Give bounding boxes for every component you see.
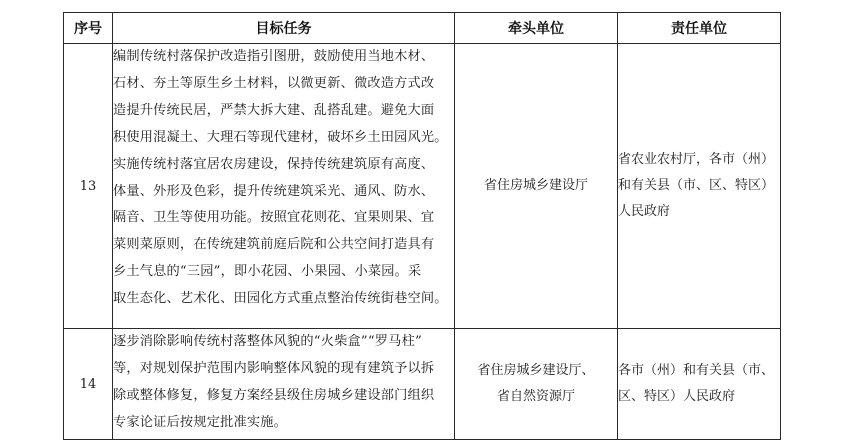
row-number: 14: [64, 329, 113, 440]
responsible-unit-line: 人民政府: [618, 204, 671, 219]
lead-unit-line: 省自然资源厅: [496, 389, 575, 404]
responsible-unit-line: 区、特区）人民政府: [618, 389, 736, 404]
task-cell: [113, 329, 455, 440]
responsible-unit-line: 和有关县（市、区、特区）: [618, 178, 775, 193]
lead-unit-cell: [455, 329, 618, 440]
task-text-line: 实施传统村落宜居农房建设，保持传统建筑原有高度、: [113, 156, 435, 172]
responsible-unit-line: 各市（州）和有关县（市、: [618, 363, 775, 378]
lead-unit-line: 省住房城乡建设厅、: [477, 363, 595, 378]
row-number: 13: [64, 44, 113, 329]
task-text-line: 石材、夯土等原生乡土材料，以微更新、微改造方式改: [113, 75, 435, 91]
task-text-line: 隔音、卫生等使用功能。按照宜花则花、宜果则果、宜: [113, 210, 435, 226]
task-text-line: 逐步消除影响传统村落整体风貌的“火柴盒”“罗马柱”: [113, 334, 422, 349]
task-text-line: 造提升传统民居，严禁大拆大建、乱搭乱建。避免大面: [113, 102, 435, 118]
header-task: 目标任务: [113, 13, 455, 44]
task-cell: [113, 44, 455, 329]
responsible-unit-cell: [618, 44, 781, 329]
header-lead: 牵头单位: [455, 13, 618, 44]
task-text-line: 除或整体修复，修复方案经县级住房城乡建设部门组织: [113, 387, 435, 403]
task-text-line: 体量、外形及色彩，提升传统建筑采光、通风、防水、: [113, 183, 435, 199]
task-text-line: 乡土气息的“三园”，即小花园、小果园、小菜园。采: [113, 264, 422, 280]
table-row: [64, 44, 781, 329]
task-table: [63, 12, 781, 440]
responsible-unit-line: 省农业农村厅，各市（州）: [618, 152, 775, 167]
task-text-line: 等，对规划保护范围内影响整体风貌的现有建筑予以拆: [113, 360, 435, 376]
responsible-unit-cell: [618, 329, 781, 440]
table-header-row: [64, 13, 781, 44]
task-text-line: 取生态化、艺术化、田园化方式重点整治传统街巷空间。: [113, 291, 448, 307]
header-resp: 责任单位: [618, 13, 781, 44]
task-text-line: 编制传统村落保护改造指引图册，鼓励使用当地木材、: [113, 49, 435, 64]
lead-unit-cell: [455, 44, 618, 329]
task-text-line: 专家论证后按规定批准实施。: [113, 414, 288, 430]
task-text-line: 积使用混凝土、大理石等现代建材，破坏乡土田园风光。: [113, 129, 448, 145]
task-text-line: 菜则菜原则，在传统建筑前庭后院和公共空间打造具有: [113, 237, 435, 253]
table-row: [64, 329, 781, 440]
lead-unit-line: 省住房城乡建设厅: [483, 178, 588, 193]
header-no: 序号: [64, 13, 113, 44]
